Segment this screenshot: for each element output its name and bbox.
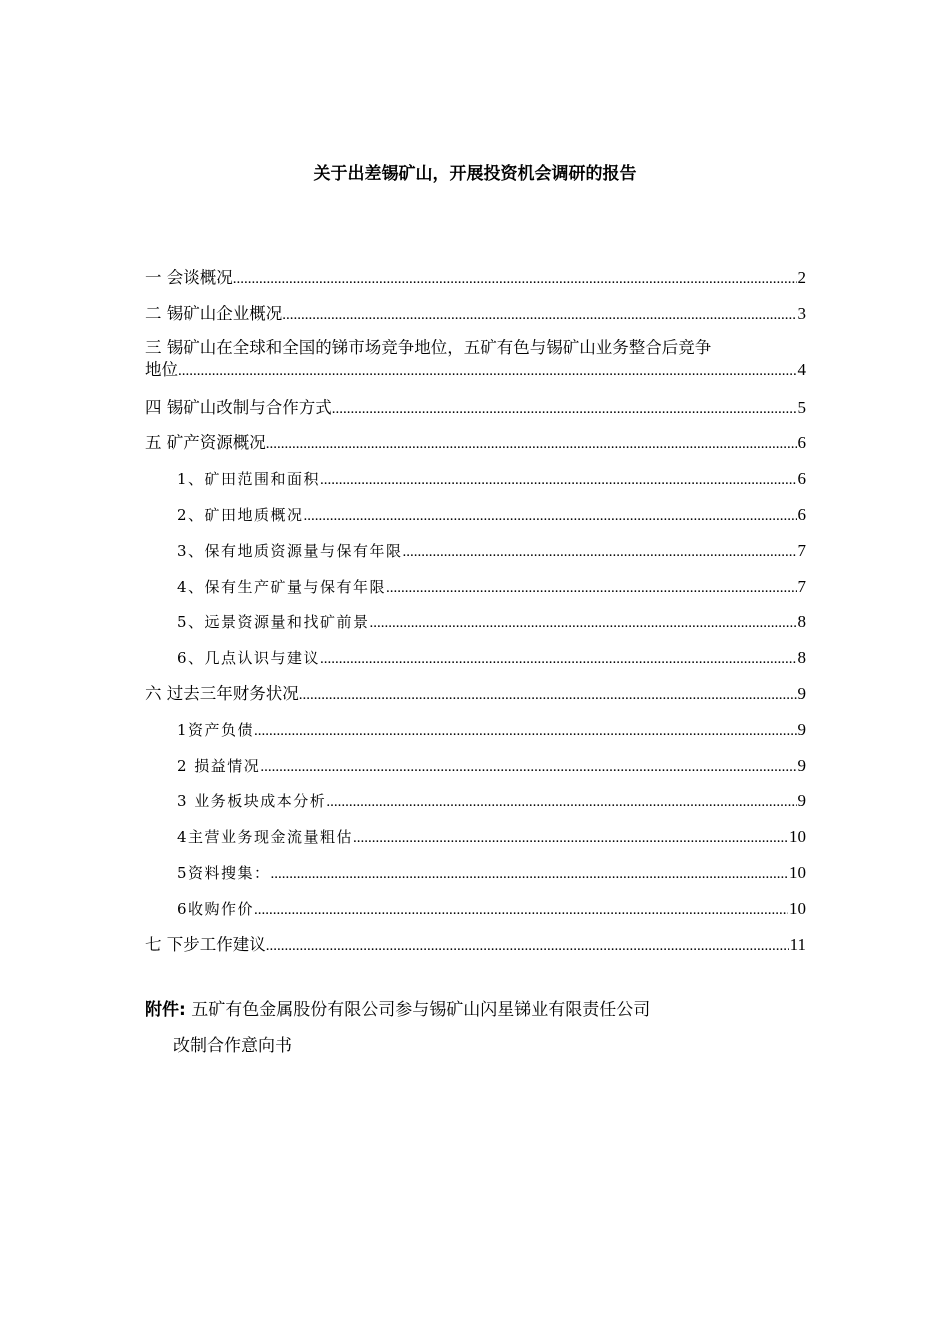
toc-page-number: 8	[797, 648, 806, 668]
toc-leader-dots	[332, 396, 797, 422]
toc-page-number: 8	[797, 612, 806, 632]
toc-page-number: 10	[789, 827, 806, 847]
toc-leader-dots	[266, 431, 797, 457]
toc-entry-label: 四 锡矿山改制与合作方式	[145, 397, 332, 417]
toc-entry-label: 3、保有地质资源量与保有年限	[177, 541, 403, 560]
toc-leader-dots	[326, 789, 796, 815]
toc-page-number: 11	[789, 934, 806, 954]
toc-entry-label: 六 过去三年财务状况	[145, 683, 299, 703]
toc-leader-dots	[271, 861, 788, 887]
toc-entry-6-6[interactable]	[145, 896, 806, 932]
toc-entry-6-5[interactable]	[145, 860, 806, 896]
toc-leader-dots	[233, 266, 797, 292]
toc-page-number: 6	[797, 504, 806, 524]
toc-entry-label: 1、矿田范围和面积	[177, 470, 321, 489]
toc-page-number: 6	[797, 469, 806, 489]
toc-leader-dots	[386, 575, 796, 601]
toc-entry-5-4[interactable]	[145, 574, 806, 610]
appendix-lead: 附件:	[145, 1000, 186, 1020]
toc-entry-label: 一 会谈概况	[145, 268, 233, 287]
toc-entry-label: 二 锡矿山企业概况	[145, 303, 283, 323]
toc-entry-6-2[interactable]	[145, 753, 806, 789]
toc-page-number: 7	[797, 576, 806, 596]
toc-leader-dots	[282, 302, 796, 328]
toc-page-number: 6	[797, 433, 806, 453]
toc-entry-label: 5资料搜集：	[177, 863, 271, 882]
appendix-title-line1: 五矿有色金属股份有限公司参与锡矿山闪星锑业有限责任公司	[191, 1000, 651, 1020]
toc-entry-6-1[interactable]	[145, 717, 806, 753]
toc-leader-dots	[403, 539, 797, 565]
toc-page-number: 9	[797, 719, 806, 739]
toc-entry-label-continued: 地位	[145, 359, 178, 379]
toc-page-number: 10	[789, 898, 806, 918]
toc-leader-dots	[353, 825, 788, 851]
toc-entry-5[interactable]	[145, 430, 806, 466]
toc-entry-5-3[interactable]	[145, 538, 806, 574]
toc-leader-dots	[320, 467, 796, 493]
toc-page-number: 9	[797, 755, 806, 775]
toc-entry-7[interactable]	[145, 932, 806, 968]
toc-entry-3[interactable]	[145, 337, 806, 393]
toc-page-number: 5	[797, 397, 806, 417]
table-of-contents	[145, 265, 806, 967]
toc-entry-5-2[interactable]	[145, 502, 806, 538]
toc-page-number: 2	[797, 268, 806, 287]
toc-page-number: 3	[797, 303, 806, 323]
toc-entry-label: 2、矿田地质概况	[177, 505, 304, 524]
toc-leader-dots	[320, 646, 796, 672]
toc-entry-label: 1资产负债	[177, 720, 255, 739]
toc-page-number: 10	[789, 862, 806, 882]
toc-entry-label: 4主营业务现金流量粗估	[177, 828, 354, 847]
toc-leader-dots	[260, 754, 796, 780]
toc-entry-label: 6、几点认识与建议	[177, 649, 321, 668]
toc-entry-label: 三 锡矿山在全球和全国的锑市场竞争地位，五矿有色与锡矿山业务整合后竞争	[145, 337, 712, 357]
toc-leader-dots	[178, 360, 797, 382]
toc-entry-label: 5、远景资源量和找矿前景	[177, 613, 370, 632]
appendix-title-line2: 改制合作意向书	[173, 1036, 292, 1056]
toc-leader-dots	[304, 503, 797, 529]
toc-page-number: 4	[797, 359, 806, 379]
toc-entry-5-6[interactable]	[145, 645, 806, 681]
document-title: 关于出差锡矿山，开展投资机会调研的报告	[313, 164, 637, 184]
toc-entry-5-5[interactable]	[145, 609, 806, 645]
toc-entry-5-1[interactable]	[145, 466, 806, 502]
toc-entry-label: 七 下步工作建议	[145, 934, 266, 954]
toc-page-number: 9	[797, 683, 806, 703]
toc-entry-label: 五 矿产资源概况	[145, 433, 266, 453]
toc-entry-4[interactable]	[145, 395, 806, 431]
toc-entry-label: 4、保有生产矿量与保有年限	[177, 577, 387, 596]
toc-leader-dots	[266, 933, 789, 959]
toc-page-number: 9	[797, 791, 806, 811]
toc-entry-2[interactable]	[145, 301, 806, 337]
toc-leader-dots	[370, 610, 797, 636]
toc-leader-dots	[299, 682, 797, 708]
toc-leader-dots	[254, 718, 796, 744]
appendix-note	[145, 997, 825, 1059]
toc-page-number: 7	[797, 540, 806, 560]
toc-entry-6[interactable]	[145, 681, 806, 717]
toc-leader-dots	[254, 897, 788, 923]
toc-entry-label: 6收购作价	[177, 899, 255, 918]
toc-entry-6-4[interactable]	[145, 824, 806, 860]
toc-entry-6-3[interactable]	[145, 788, 806, 824]
toc-entry-1[interactable]	[145, 265, 806, 301]
toc-entry-label: 2 损益情况	[177, 756, 261, 775]
toc-entry-label: 3 业务板块成本分析	[177, 792, 327, 811]
